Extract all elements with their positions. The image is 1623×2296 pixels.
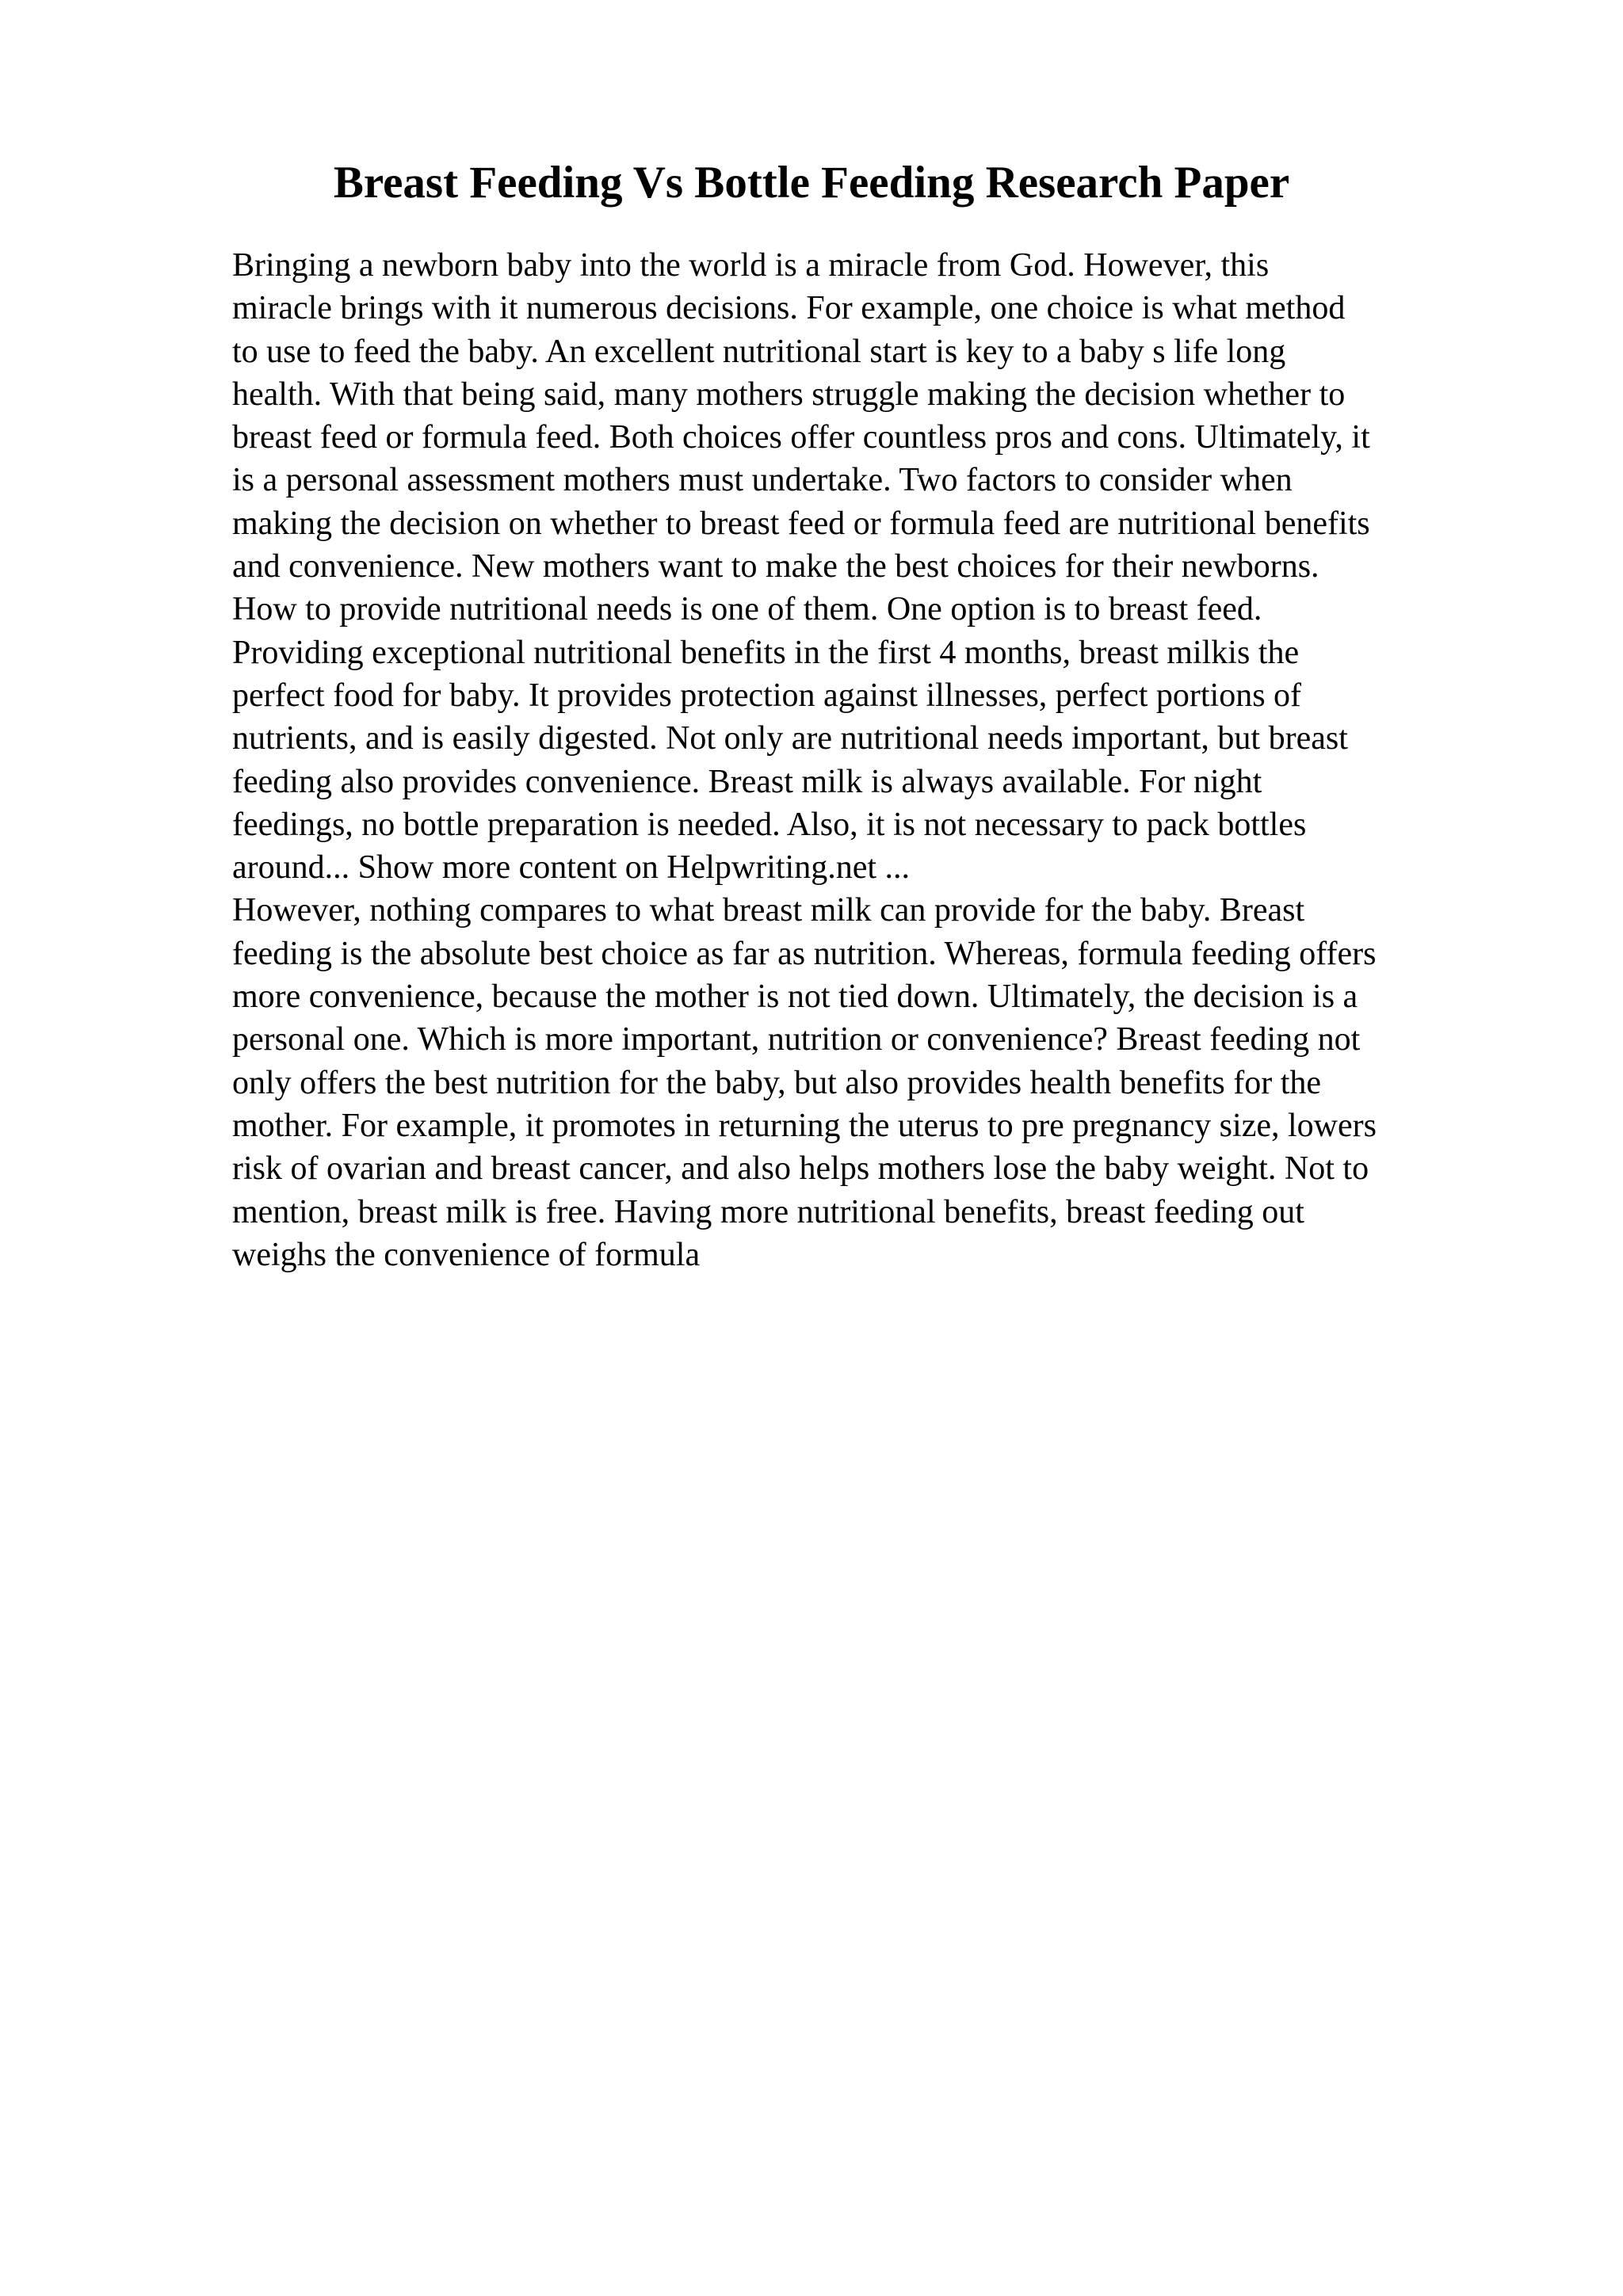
text-line: more convenience, because the mother is not tied down. Ultimately, the decision is a <box>232 978 1358 1016</box>
text-line: around... Show more content on Helpwriting.net ... <box>232 849 911 887</box>
text-line: is a personal assessment mothers must undertake. Two factors to consider when <box>232 462 1293 499</box>
text-line: to use to feed the baby. An excellent nutritional start is key to a baby s life long <box>232 333 1286 370</box>
text-line: risk of ovarian and breast cancer, and also helps mothers lose the baby weight. Not to <box>232 1150 1369 1188</box>
text-line: nutrients, and is easily digested. Not only are nutritional needs important, but breast <box>232 720 1348 757</box>
text-line: However, nothing compares to what breast milk can provide for the baby. Breast <box>232 892 1305 929</box>
text-line: perfect food for baby. It provides protection against illnesses, perfect portions of <box>232 677 1302 714</box>
text-line: feeding is the absolute best choice as far as nutrition. Whereas, formula feeding offers <box>232 935 1377 972</box>
body-text <box>232 244 1548 1276</box>
text-line: Providing exceptional nutritional benefits in the first 4 months, breast milkis the <box>232 634 1300 671</box>
text-line: feedings, no bottle preparation is needed. Also, it is not necessary to pack bottles <box>232 806 1307 843</box>
text-line: personal one. Which is more important, nutrition or convenience? Breast feeding not <box>232 1021 1361 1058</box>
page-title: Breast Feeding Vs Bottle Feeding Research Paper <box>333 158 1290 208</box>
text-line: breast feed or formula feed. Both choices offer countless pros and cons. Ultimately, it <box>232 419 1370 456</box>
text-line: mention, breast milk is free. Having more nutritional benefits, breast feeding out <box>232 1193 1304 1230</box>
text-line: miracle brings with it numerous decisions. For example, one choice is what method <box>232 290 1346 327</box>
text-line: health. With that being said, many mothers struggle making the decision whether to <box>232 376 1346 413</box>
text-line: How to provide nutritional needs is one of them. One option is to breast feed. <box>232 591 1262 628</box>
text-line: feeding also provides convenience. Breast milk is always available. For night <box>232 763 1262 800</box>
text-line: only offers the best nutrition for the baby, but also provides health benefits for the <box>232 1064 1322 1101</box>
text-line: and convenience. New mothers want to make the best choices for their newborns. <box>232 548 1319 585</box>
text-line: weighs the convenience of formula <box>232 1236 701 1273</box>
text-line: Bringing a newborn baby into the world is a miracle from God. However, this <box>232 247 1270 284</box>
text-line: mother. For example, it promotes in returning the uterus to pre pregnancy size, lowers <box>232 1107 1377 1144</box>
text-line: making the decision on whether to breast feed or formula feed are nutritional benefits <box>232 505 1370 542</box>
